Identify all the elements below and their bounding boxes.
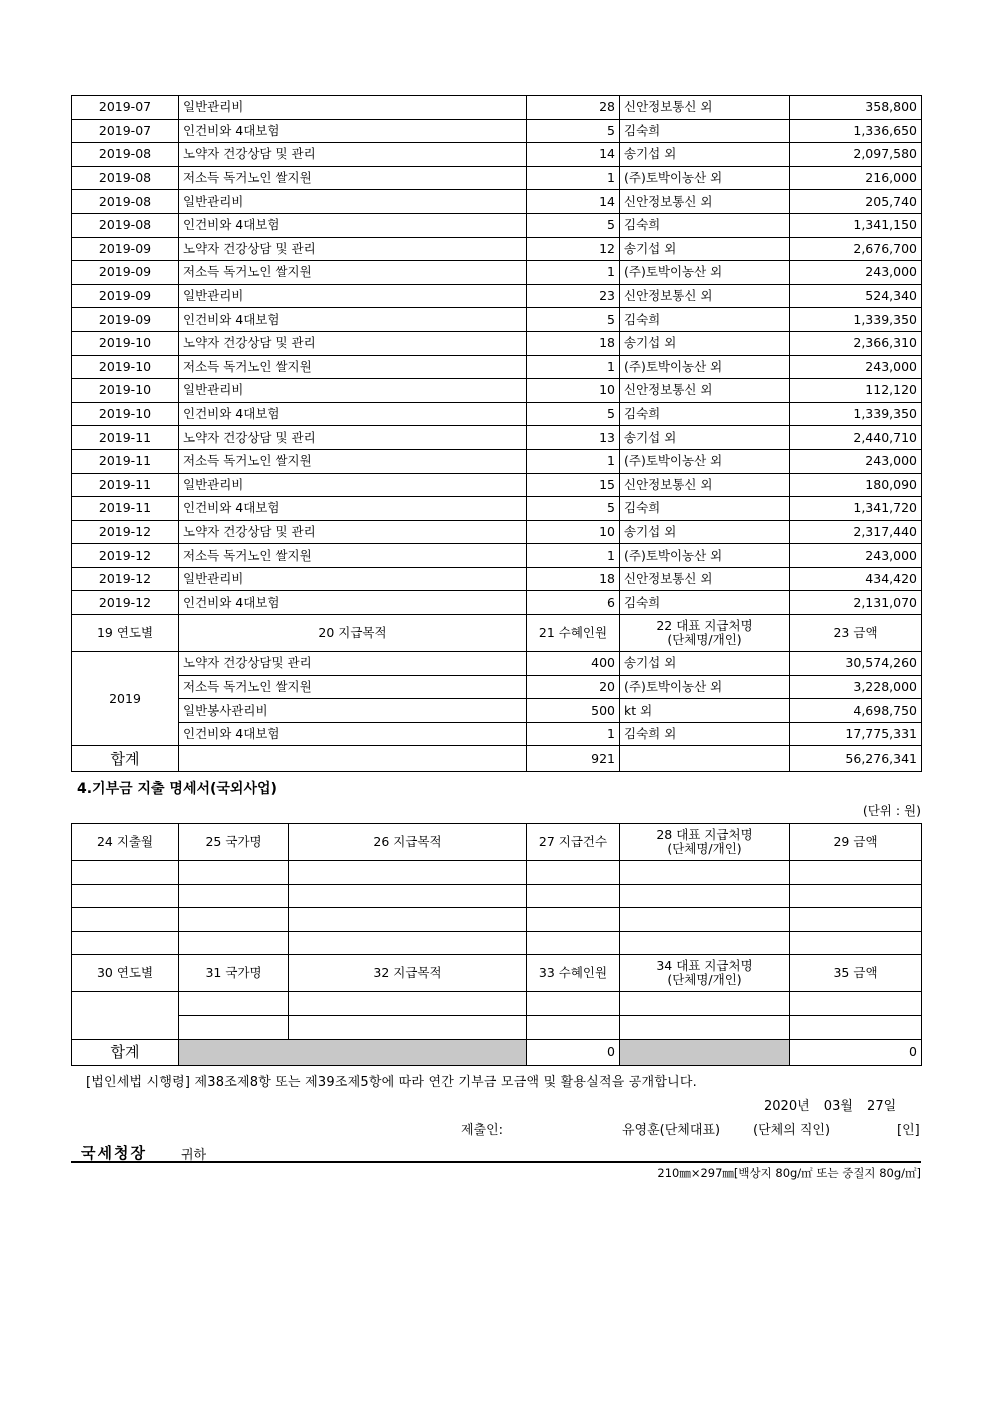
cell-amount: 1,336,650	[790, 119, 922, 143]
total-payee-shaded	[620, 1039, 790, 1065]
cell-payee: 송기섭 외	[620, 426, 790, 450]
cell-amount: 434,420	[790, 567, 922, 591]
col-year: 30 연도별	[72, 955, 179, 992]
cell-purpose: 저소득 독거노인 쌀지원	[179, 166, 527, 190]
table-row	[72, 190, 922, 214]
cell-payee: (주)토박이농산 외	[620, 544, 790, 568]
cell-month: 2019-09	[72, 284, 179, 308]
cell-amount: 2,131,070	[790, 591, 922, 615]
col-payee	[620, 615, 790, 652]
cell-amount: 1,341,150	[790, 213, 922, 237]
cell-purpose: 인건비와 4대보험	[179, 119, 527, 143]
summary-year: 2019	[72, 652, 179, 746]
cell-amount: 2,317,440	[790, 520, 922, 544]
cell-purpose: 저소득 독거노인 쌀지원	[179, 355, 527, 379]
cell-payee: 신안정보통신 외	[620, 284, 790, 308]
col-payee-line1: 22 대표 지급처명	[656, 618, 753, 634]
table-row	[72, 284, 922, 308]
cell-month: 2019-10	[72, 402, 179, 426]
col-purpose: 26 지급목적	[289, 824, 527, 861]
cell-count: 400	[527, 652, 620, 676]
col-year: 19 연도별	[72, 615, 179, 652]
col-payee-line1: 34 대표 지급처명	[656, 958, 753, 974]
cell-month: 2019-10	[72, 379, 179, 403]
recipient: 국세청장	[81, 1144, 147, 1162]
date-year: 2020년	[764, 1099, 810, 1114]
table-row	[72, 402, 922, 426]
cell-purpose: 인건비와 4대보험	[179, 213, 527, 237]
col-amount: 23 금액	[790, 615, 922, 652]
cell-amount: 1,341,720	[790, 497, 922, 521]
cell-count: 500	[527, 699, 620, 723]
cell-count: 14	[527, 143, 620, 167]
col-purpose: 32 지급목적	[289, 955, 527, 992]
cell-month: 2019-07	[72, 119, 179, 143]
cell-payee: (주)토박이농산 외	[620, 449, 790, 473]
cell-count: 5	[527, 308, 620, 332]
cell-count: 1	[527, 261, 620, 285]
table-row	[72, 379, 922, 403]
section-title: 4.기부금 지출 명세서(국외사업)	[77, 781, 277, 797]
paper-spec: 210㎜×297㎜[백상지 80g/㎡ 또는 중질지 80g/㎡]	[657, 1166, 921, 1180]
cell-purpose: 노약자 건강상담 및 관리	[179, 237, 527, 261]
col-month: 24 지출월	[72, 824, 179, 861]
cell-payee: 신안정보통신 외	[620, 190, 790, 214]
cell-payee: 신안정보통신 외	[620, 567, 790, 591]
submitter-name: 유영훈(단체대표)	[622, 1123, 721, 1138]
cell-month: 2019-12	[72, 591, 179, 615]
table-row	[72, 449, 922, 473]
col-country: 31 국가명	[179, 955, 289, 992]
col-amount: 35 금액	[790, 955, 922, 992]
cell-count: 1	[527, 166, 620, 190]
cell-count: 10	[527, 379, 620, 403]
footer-divider	[71, 1161, 921, 1163]
table-row	[72, 119, 922, 143]
cell-amount: 2,097,580	[790, 143, 922, 167]
recipient-suffix: 귀하	[181, 1148, 207, 1163]
cell-purpose: 인건비와 4대보험	[179, 722, 527, 746]
cell-count: 10	[527, 520, 620, 544]
table-row	[72, 520, 922, 544]
cell-payee: (주)토박이농산 외	[620, 675, 790, 699]
col-payee-line2: (단체명/개인)	[667, 972, 742, 988]
cell-payee: 김숙희	[620, 308, 790, 332]
cell-count: 5	[527, 497, 620, 521]
table-row	[72, 237, 922, 261]
cell-count: 1	[527, 449, 620, 473]
cell-month: 2019-12	[72, 520, 179, 544]
table-row	[72, 544, 922, 568]
cell-count: 15	[527, 473, 620, 497]
cell-month: 2019-08	[72, 143, 179, 167]
cell-amount: 358,800	[790, 96, 922, 120]
table-row	[72, 213, 922, 237]
cell-count: 1	[527, 722, 620, 746]
cell-month: 2019-12	[72, 544, 179, 568]
cell-month: 2019-08	[72, 190, 179, 214]
cell-count: 14	[527, 190, 620, 214]
cell-payee: 김숙희 외	[620, 722, 790, 746]
col-country: 25 국가명	[179, 824, 289, 861]
cell-month: 2019-08	[72, 213, 179, 237]
donation-expense-table-domestic	[71, 95, 921, 772]
cell-count: 1	[527, 355, 620, 379]
cell-purpose: 일반관리비	[179, 96, 527, 120]
col-payee-line2: (단체명/개인)	[667, 632, 742, 648]
col-payee-line2: (단체명/개인)	[667, 841, 742, 856]
col-purpose: 20 지급목적	[179, 615, 527, 652]
cell-purpose: 노약자 건강상담및 관리	[179, 652, 527, 676]
submission-date	[764, 1095, 906, 1114]
cell-amount: 243,000	[790, 544, 922, 568]
cell-amount: 2,366,310	[790, 331, 922, 355]
cell-purpose: 노약자 건강상담 및 관리	[179, 426, 527, 450]
cell-month: 2019-07	[72, 96, 179, 120]
cell-purpose: 일반관리비	[179, 190, 527, 214]
table-row	[72, 567, 922, 591]
cell-purpose: 저소득 독거노인 쌀지원	[179, 675, 527, 699]
cell-month: 2019-11	[72, 449, 179, 473]
cell-payee: 송기섭 외	[620, 520, 790, 544]
empty-row	[72, 1015, 922, 1039]
total-payee-empty	[620, 746, 790, 772]
table-row	[72, 473, 922, 497]
cell-purpose: 저소득 독거노인 쌀지원	[179, 544, 527, 568]
cell-count: 20	[527, 675, 620, 699]
cell-month: 2019-11	[72, 473, 179, 497]
cell-payee: 김숙희	[620, 591, 790, 615]
table-row	[72, 308, 922, 332]
cell-payee: 신안정보통신 외	[620, 379, 790, 403]
cell-amount: 243,000	[790, 261, 922, 285]
org-seal-label: (단체의 직인)	[753, 1123, 831, 1138]
total-amount: 0	[790, 1039, 922, 1065]
overseas-header-row	[72, 824, 922, 861]
cell-purpose: 일반관리비	[179, 379, 527, 403]
table-row	[72, 497, 922, 521]
cell-amount: 216,000	[790, 166, 922, 190]
cell-purpose: 저소득 독거노인 쌀지원	[179, 261, 527, 285]
col-count: 21 수혜인원	[527, 615, 620, 652]
cell-amount: 1,339,350	[790, 308, 922, 332]
cell-purpose: 일반관리비	[179, 284, 527, 308]
cell-amount: 524,340	[790, 284, 922, 308]
overseas-total-row	[72, 1039, 922, 1065]
empty-row	[72, 861, 922, 885]
cell-count: 5	[527, 402, 620, 426]
summary-header-row	[72, 615, 922, 652]
table-row	[72, 591, 922, 615]
total-shaded-cell	[179, 1039, 527, 1065]
col-amount: 29 금액	[790, 824, 922, 861]
table-row	[72, 166, 922, 190]
table-row	[72, 261, 922, 285]
cell-amount: 4,698,750	[790, 699, 922, 723]
legal-notice: [법인세법 시행령] 제38조제8항 또는 제39조제5항에 따라 연간 기부금 모금액 및 활용실적을 공개합니다.	[86, 1075, 697, 1090]
total-count: 921	[527, 746, 620, 772]
total-purpose-empty	[179, 746, 527, 772]
cell-month: 2019-12	[72, 567, 179, 591]
cell-purpose: 노약자 건강상담 및 관리	[179, 520, 527, 544]
cell-month: 2019-10	[72, 355, 179, 379]
cell-count: 1	[527, 544, 620, 568]
cell-amount: 180,090	[790, 473, 922, 497]
cell-amount: 243,000	[790, 449, 922, 473]
summary-total-row	[72, 746, 922, 772]
summary-row	[72, 652, 922, 676]
cell-month: 2019-08	[72, 166, 179, 190]
cell-count: 5	[527, 213, 620, 237]
total-amount: 56,276,341	[790, 746, 922, 772]
total-count: 0	[527, 1039, 620, 1065]
cell-purpose: 노약자 건강상담 및 관리	[179, 331, 527, 355]
empty-row	[72, 992, 922, 1016]
cell-count: 18	[527, 331, 620, 355]
cell-amount: 3,228,000	[790, 675, 922, 699]
cell-month: 2019-11	[72, 497, 179, 521]
cell-purpose: 인건비와 4대보험	[179, 591, 527, 615]
table-row	[72, 331, 922, 355]
submitter-label: 제출인:	[461, 1123, 504, 1138]
table-row	[72, 96, 922, 120]
cell-count: 28	[527, 96, 620, 120]
total-label: 합계	[72, 1039, 179, 1065]
cell-payee: 신안정보통신 외	[620, 473, 790, 497]
table-row	[72, 426, 922, 450]
cell-purpose: 노약자 건강상담 및 관리	[179, 143, 527, 167]
cell-amount: 30,574,260	[790, 652, 922, 676]
donation-expense-table-overseas	[71, 823, 921, 1066]
cell-payee: 김숙희	[620, 213, 790, 237]
table-row	[72, 143, 922, 167]
cell-amount: 2,440,710	[790, 426, 922, 450]
col-payee	[620, 955, 790, 992]
cell-count: 6	[527, 591, 620, 615]
total-label: 합계	[72, 746, 179, 772]
cell-payee: (주)토박이농산 외	[620, 166, 790, 190]
col-payee	[620, 824, 790, 861]
cell-count: 23	[527, 284, 620, 308]
col-payee-line1: 28 대표 지급처명	[656, 827, 753, 842]
empty-row	[72, 931, 922, 955]
summary-row	[72, 722, 922, 746]
cell-payee: 송기섭 외	[620, 652, 790, 676]
cell-purpose: 인건비와 4대보험	[179, 402, 527, 426]
summary-row	[72, 699, 922, 723]
cell-amount: 205,740	[790, 190, 922, 214]
overseas-summary-header-row	[72, 955, 922, 992]
cell-payee: (주)토박이농산 외	[620, 355, 790, 379]
cell-amount: 243,000	[790, 355, 922, 379]
cell-purpose: 일반관리비	[179, 567, 527, 591]
summary-row	[72, 675, 922, 699]
cell-count: 18	[527, 567, 620, 591]
cell-payee: 송기섭 외	[620, 143, 790, 167]
cell-payee: 송기섭 외	[620, 331, 790, 355]
cell-amount: 17,775,331	[790, 722, 922, 746]
cell-purpose: 일반관리비	[179, 473, 527, 497]
cell-payee: 김숙희	[620, 402, 790, 426]
cell-month: 2019-11	[72, 426, 179, 450]
cell-payee: 김숙희	[620, 497, 790, 521]
date-day: 27일	[867, 1099, 897, 1114]
cell-payee: 신안정보통신 외	[620, 96, 790, 120]
cell-month: 2019-10	[72, 331, 179, 355]
cell-amount: 2,676,700	[790, 237, 922, 261]
cell-month: 2019-09	[72, 237, 179, 261]
seal-mark: [인]	[897, 1123, 920, 1138]
cell-month: 2019-09	[72, 261, 179, 285]
empty-row	[72, 884, 922, 908]
cell-payee: (주)토박이농산 외	[620, 261, 790, 285]
table-row	[72, 355, 922, 379]
col-count: 33 수혜인원	[527, 955, 620, 992]
date-month: 03월	[823, 1099, 853, 1114]
cell-payee: 송기섭 외	[620, 237, 790, 261]
cell-month: 2019-09	[72, 308, 179, 332]
cell-purpose: 인건비와 4대보험	[179, 308, 527, 332]
cell-amount: 112,120	[790, 379, 922, 403]
cell-purpose: 인건비와 4대보험	[179, 497, 527, 521]
cell-purpose: 일반봉사관리비	[179, 699, 527, 723]
col-count: 27 지급건수	[527, 824, 620, 861]
empty-row	[72, 908, 922, 932]
cell-count: 13	[527, 426, 620, 450]
cell-amount: 1,339,350	[790, 402, 922, 426]
cell-purpose: 저소득 독거노인 쌀지원	[179, 449, 527, 473]
unit-label: (단위 : 원)	[862, 803, 921, 818]
cell-payee: kt 외	[620, 699, 790, 723]
cell-count: 5	[527, 119, 620, 143]
cell-payee: 김숙희	[620, 119, 790, 143]
cell-count: 12	[527, 237, 620, 261]
